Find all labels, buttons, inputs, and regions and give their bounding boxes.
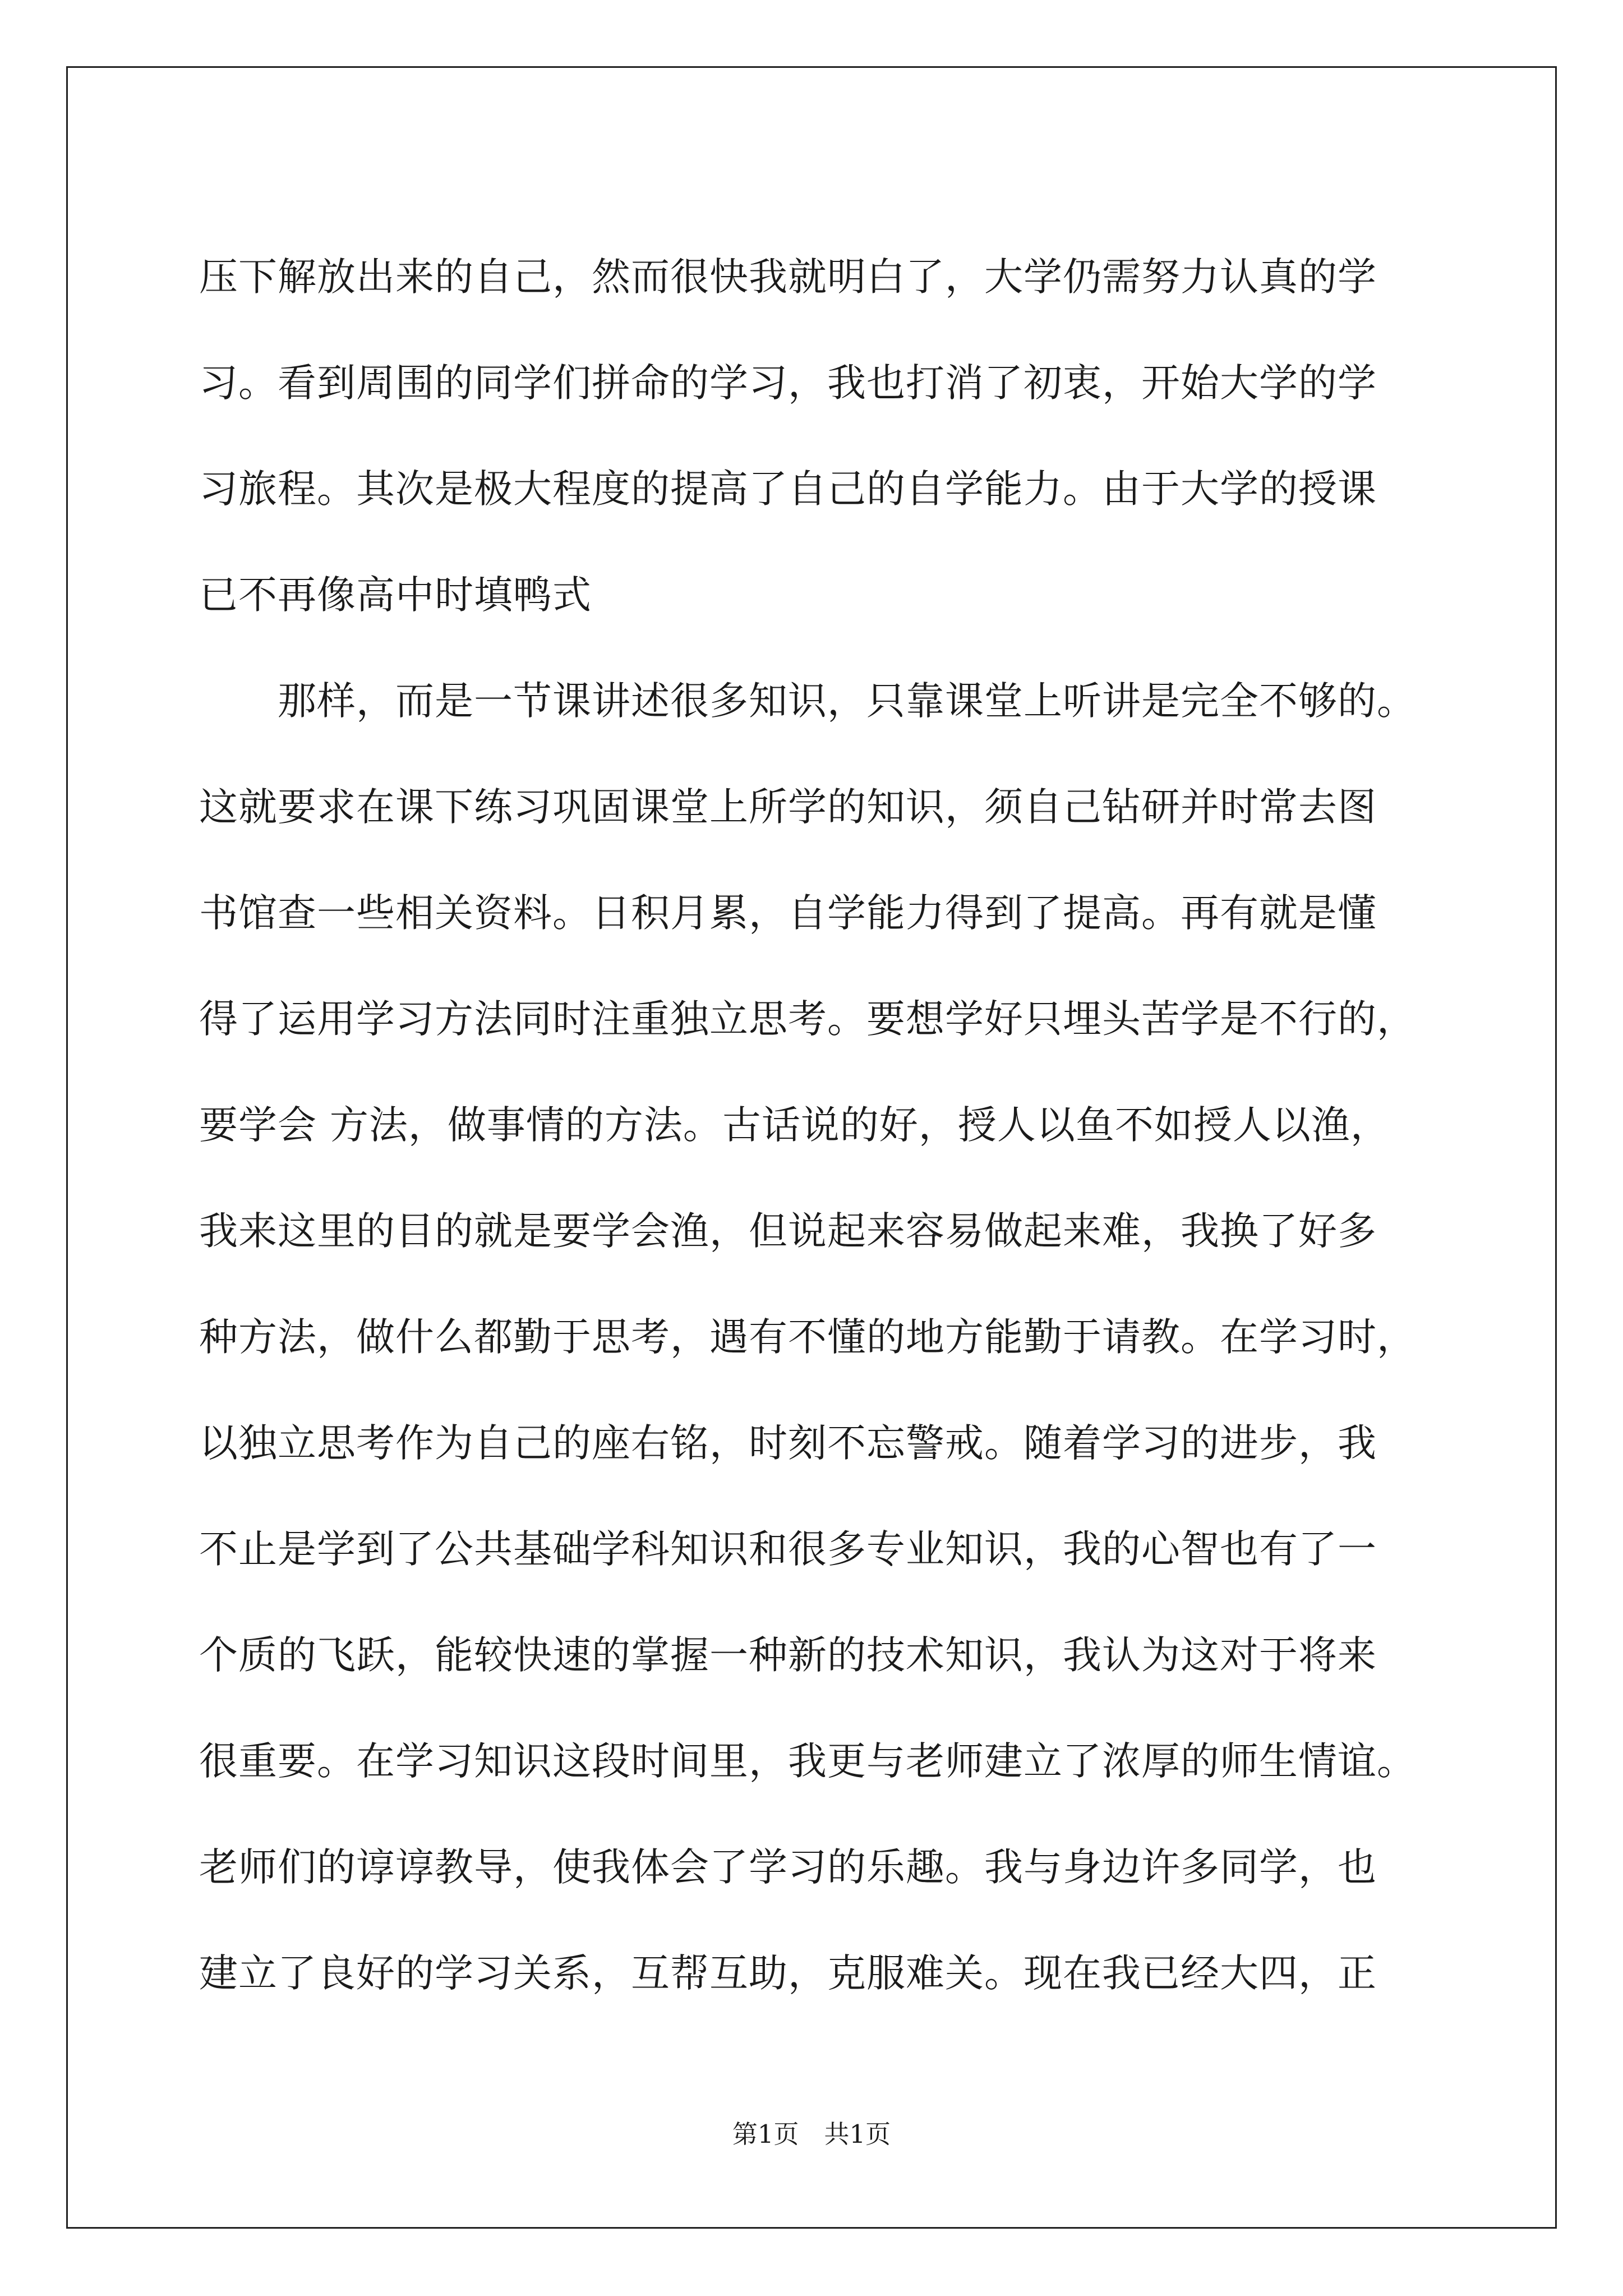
document-body	[199, 224, 1455, 2027]
text-line: 种方法，做什么都勤于思考，遇有不懂的地方能勤于请教。在学习时，	[199, 1315, 1416, 1360]
text-line: 得了运用学习方法同时注重独立思考。要想学好只埋头苦学是不行的，	[199, 997, 1416, 1042]
text-line: 这就要求在课下练习巩固课堂上所学的知识，须自己钻研并时常去图	[199, 785, 1377, 830]
text-line: 很重要。在学习知识这段时间里，我更与老师建立了浓厚的师生情谊。	[199, 1739, 1416, 1784]
text-line: 建立了良好的学习关系，互帮互助，克服难关。现在我已经大四，正	[199, 1951, 1377, 1996]
text-line: 那样，而是一节课讲述很多知识，只靠课堂上听讲是完全不够的。	[199, 679, 1416, 724]
page-footer: 第1页 共1页	[732, 2119, 891, 2149]
text-line: 压下解放出来的自己，然而很快我就明白了，大学仍需努力认真的学	[199, 255, 1377, 300]
text-line: 我来这里的目的就是要学会渔，但说起来容易做起来难，我换了好多	[199, 1209, 1377, 1254]
text-line: 老师们的谆谆教导，使我体会了学习的乐趣。我与身边许多同学，也	[199, 1845, 1377, 1890]
text-line: 不止是学到了公共基础学科知识和很多专业知识，我的心智也有了一	[199, 1527, 1377, 1572]
text-line: 要学会 方法，做事情的方法。古话说的好，授人以鱼不如授人以渔，	[199, 1103, 1390, 1148]
text-line: 书馆查一些相关资料。日积月累，自学能力得到了提高。再有就是懂	[199, 891, 1377, 936]
text-line: 以独立思考作为自己的座右铭，时刻不忘警戒。随着学习的进步，我	[199, 1421, 1377, 1466]
text-line: 已不再像高中时填鸭式	[199, 573, 592, 618]
text-line: 习旅程。其次是极大程度的提高了自己的自学能力。由于大学的授课	[199, 467, 1377, 512]
text-line: 习。看到周围的同学们拼命的学习，我也打消了初衷，开始大学的学	[199, 361, 1377, 406]
text-line: 个质的飞跃，能较快速的掌握一种新的技术知识，我认为这对于将来	[199, 1633, 1377, 1678]
